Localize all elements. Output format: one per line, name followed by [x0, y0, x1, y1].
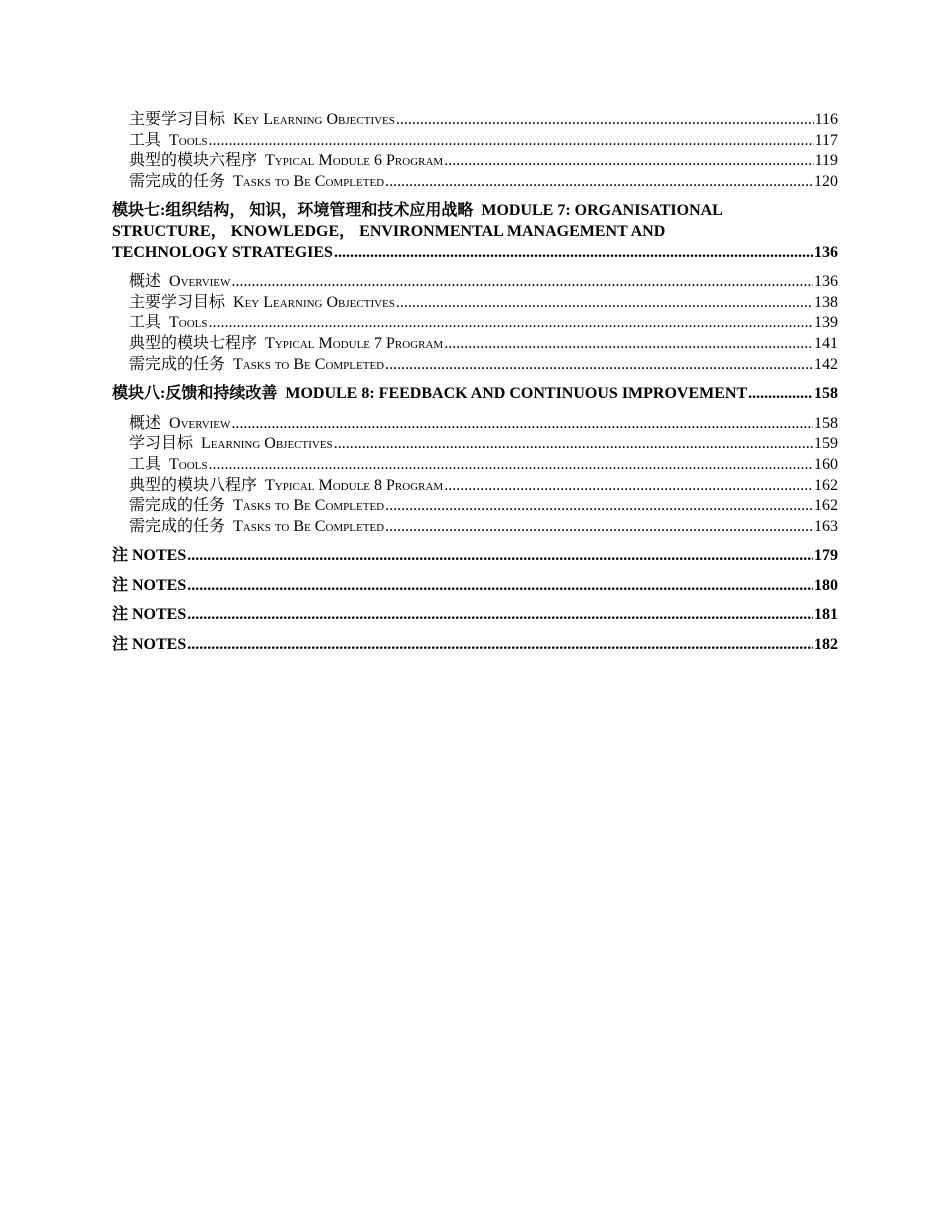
- dot-leader: [444, 476, 813, 497]
- toc-page-number: 181: [814, 606, 838, 624]
- toc-entry-en: Typical Module 8 Program: [265, 476, 444, 494]
- toc-entry-cn: 典型的模块六程序: [129, 152, 258, 170]
- toc-page-number: 116: [814, 111, 838, 128]
- toc-page-number: 117: [814, 131, 838, 149]
- module-7-title-tail: TECHNOLOGY STRATEGIES: [112, 243, 333, 261]
- toc-entry[interactable]: [112, 517, 838, 538]
- toc-entry-cn: 工具: [129, 455, 162, 473]
- dot-leader: [209, 455, 813, 476]
- toc-entry[interactable]: [112, 272, 838, 293]
- toc-entry-cn: 概述: [129, 414, 162, 432]
- dot-leader: [231, 414, 813, 435]
- toc-page-number: 138: [814, 293, 838, 311]
- toc-page-number: 141: [814, 334, 838, 352]
- toc-page-number: 120: [814, 172, 838, 190]
- dot-leader: [187, 605, 813, 626]
- toc-entry[interactable]: [112, 172, 838, 193]
- toc-page-number: 162: [814, 476, 838, 494]
- toc-entry[interactable]: [112, 434, 838, 455]
- toc-entry[interactable]: [112, 131, 838, 152]
- toc-entry-en: Learning Objectives: [201, 435, 333, 453]
- toc-entry-cn: 工具: [129, 131, 162, 149]
- dot-leader: [187, 576, 813, 597]
- toc-entry-en: Key Learning Objectives: [233, 293, 395, 311]
- toc-entry[interactable]: [112, 313, 838, 334]
- toc-notes-entry[interactable]: [112, 635, 838, 656]
- toc-entry-en: Key Learning Objectives: [233, 111, 395, 128]
- toc-page-number: 158: [814, 385, 838, 403]
- dot-leader: [187, 546, 813, 567]
- dot-leader: [444, 334, 813, 355]
- dot-leader: [385, 496, 813, 517]
- dot-leader: [231, 272, 813, 293]
- notes-label: 注 NOTES: [112, 606, 187, 624]
- toc-entry[interactable]: [112, 355, 838, 376]
- toc-entry[interactable]: [112, 414, 838, 435]
- toc-page-number: 182: [814, 636, 838, 654]
- dot-leader: [396, 110, 814, 131]
- dot-leader: [444, 151, 813, 172]
- module-8-title-cn: 模块八:反馈和持续改善: [112, 385, 278, 403]
- toc-entry-cn: 典型的模块八程序: [129, 476, 258, 494]
- dot-leader: [209, 131, 814, 152]
- toc-entry-cn: 需完成的任务: [129, 517, 226, 535]
- toc-page-number: 179: [814, 547, 838, 565]
- toc-entry-cn: 需完成的任务: [129, 497, 226, 515]
- notes-label: 注 NOTES: [112, 547, 187, 565]
- toc-page-number: 136: [814, 273, 838, 291]
- toc-entry-cn: 概述: [129, 273, 162, 291]
- toc-module-8-heading[interactable]: [112, 384, 838, 405]
- dot-leader: [334, 434, 813, 455]
- toc-page-number: 160: [814, 455, 838, 473]
- module-7-title-line-3: [112, 243, 838, 264]
- toc-entry-en: Overview: [169, 414, 231, 432]
- toc-entry-en: Tools: [169, 131, 208, 149]
- toc-page-number: 142: [814, 355, 838, 373]
- toc-entry[interactable]: [112, 110, 838, 131]
- toc-notes-entry[interactable]: [112, 605, 838, 626]
- toc-page-number: 136: [814, 243, 838, 261]
- dot-leader: [334, 243, 813, 264]
- module-7-title-en: MODULE 7: ORGANISATIONAL: [481, 202, 723, 220]
- toc-entry-en: Tasks to Be Completed: [233, 497, 385, 515]
- module-7-title-line-2: STRUCTURE， KNOWLEDGE， ENVIRONMENTAL MANAGEMENT AND: [112, 222, 666, 240]
- toc-page-number: 180: [814, 576, 838, 594]
- dot-leader: [385, 517, 813, 538]
- toc-entry-en: Typical Module 6 Program: [265, 152, 444, 170]
- notes-label: 注 NOTES: [112, 636, 187, 654]
- dot-leader: [396, 293, 813, 314]
- toc-entry[interactable]: [112, 151, 838, 172]
- toc-entry[interactable]: [112, 293, 838, 314]
- table-of-contents: [112, 110, 838, 656]
- toc-entry-cn: 需完成的任务: [129, 172, 226, 190]
- module-8-title-en: MODULE 8: FEEDBACK AND CONTINUOUS IMPROVEMENT: [285, 385, 748, 403]
- toc-module-7-heading[interactable]: [112, 201, 838, 263]
- toc-notes-entry[interactable]: [112, 546, 838, 567]
- notes-label: 注 NOTES: [112, 576, 187, 594]
- toc-entry-en: Tasks to Be Completed: [233, 172, 385, 190]
- toc-entry-cn: 主要学习目标: [129, 111, 226, 128]
- toc-page-number: 162: [814, 497, 838, 515]
- dot-leader: [385, 355, 813, 376]
- toc-entry[interactable]: [112, 334, 838, 355]
- module-7-title-line-1: [112, 201, 838, 222]
- toc-entry[interactable]: [112, 476, 838, 497]
- toc-entry-cn: 学习目标: [129, 435, 194, 453]
- dot-leader: [187, 635, 813, 656]
- toc-entry-en: Tools: [169, 455, 208, 473]
- toc-entry-en: Tasks to Be Completed: [233, 517, 385, 535]
- toc-entry[interactable]: [112, 496, 838, 517]
- dot-leader: [748, 384, 813, 405]
- toc-entry-cn: 主要学习目标: [129, 293, 226, 311]
- module-7-title-cn: 模块七:组织结构， 知识，环境管理和技术应用战略: [112, 202, 474, 220]
- toc-entry-en: Tools: [169, 314, 208, 332]
- toc-entry-cn: 工具: [129, 314, 162, 332]
- toc-entry-en: Overview: [169, 273, 231, 291]
- toc-entry-cn: 典型的模块七程序: [129, 334, 258, 352]
- dot-leader: [385, 172, 813, 193]
- toc-page-number: 158: [814, 414, 838, 432]
- toc-page-number: 119: [814, 152, 838, 170]
- toc-notes-entry[interactable]: [112, 576, 838, 597]
- toc-entry[interactable]: [112, 455, 838, 476]
- toc-page-number: 159: [814, 435, 838, 453]
- toc-page-number: 163: [814, 517, 838, 535]
- toc-page-number: 139: [814, 314, 838, 332]
- dot-leader: [209, 313, 813, 334]
- toc-entry-en: Typical Module 7 Program: [265, 334, 444, 352]
- toc-entry-en: Tasks to Be Completed: [233, 355, 385, 373]
- toc-entry-cn: 需完成的任务: [129, 355, 226, 373]
